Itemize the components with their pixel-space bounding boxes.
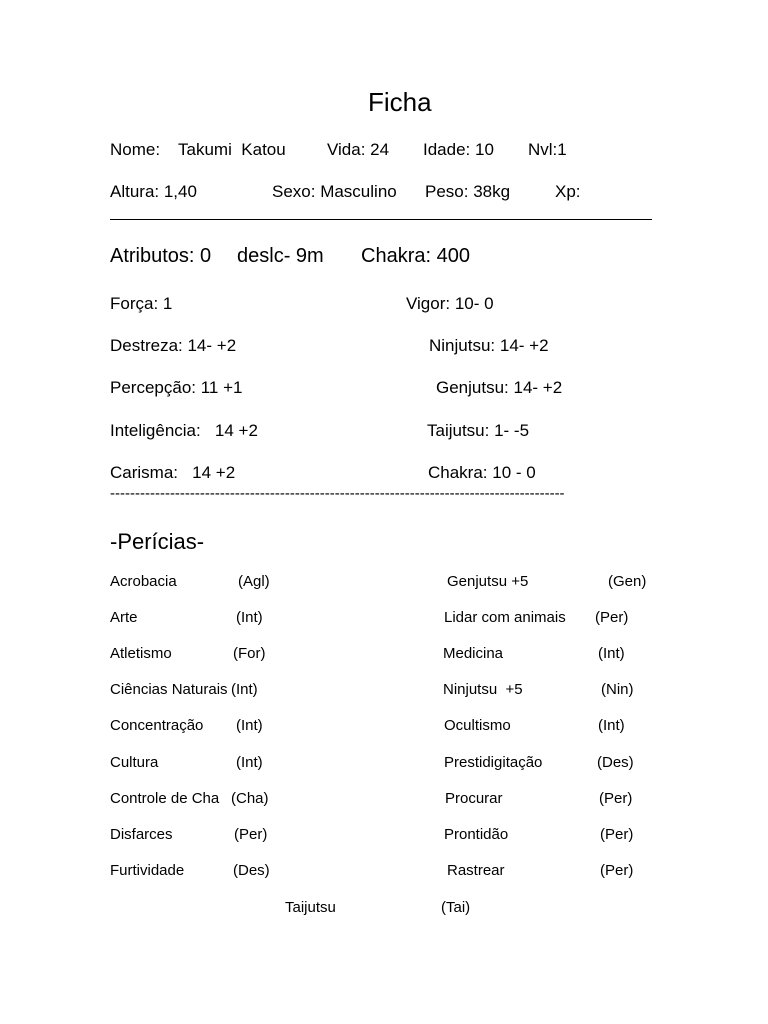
skill-attr: (Per) [600,862,634,879]
skill-attr: (Des) [597,754,634,771]
skill-attr: (Per) [599,790,633,807]
skill-name: Controle de Cha [110,790,220,807]
skill-name: Ocultismo [444,717,511,734]
xp-field: Xp: [555,182,581,201]
attr-vigor: Vigor: 10- 0 [406,294,494,313]
nome-value: Takumi Katou [178,140,286,159]
skill-name: Procurar [445,790,503,807]
skill-name: Taijutsu [285,899,336,916]
altura-field: Altura: 1,40 [110,182,197,201]
skill-name: Disfarces [110,826,173,843]
skill-name: Atletismo [110,645,172,662]
deslocamento-summary: deslc- 9m [237,245,324,267]
attr-percepcao: Percepção: 11 +1 [110,378,243,397]
skill-name: Cultura [110,754,159,771]
skill-name: Concentração [110,717,204,734]
skill-attr: (Int) [598,645,625,662]
skill-name: Medicina [443,645,504,662]
skill-name: Prontidão [444,826,509,843]
peso-field: Peso: 38kg [425,182,511,201]
skill-attr: (Per) [595,609,629,626]
skill-attr: (Int) [236,717,263,734]
skill-attr: (Agl) [238,573,270,590]
nome-label: Nome: [110,140,161,159]
skill-attr: (Int) [236,609,263,626]
skill-attr: (Nin) [601,681,634,698]
attr-genjutsu: Genjutsu: 14- +2 [436,378,563,397]
skill-name: Rastrear [447,862,505,879]
skill-attr: (Tai) [441,899,471,916]
skill-attr: (For) [233,645,266,662]
skill-attr: (Per) [600,826,634,843]
skill-name: Ciências Naturais [110,681,228,698]
skill-name: Acrobacia [110,573,177,590]
sexo-field: Sexo: Masculino [272,182,397,201]
attr-carisma: Carisma: 14 +2 [110,463,236,482]
attr-destreza: Destreza: 14- +2 [110,336,237,355]
skill-attr: (Int) [231,681,258,698]
divider-solid [110,219,652,220]
page-title: Ficha [368,87,432,117]
nvl-field: Nvl:1 [528,140,567,159]
skill-name: Genjutsu +5 [447,573,529,590]
skill-name: Arte [110,609,138,626]
attr-forca: Força: 1 [110,294,173,313]
attr-chakra: Chakra: 10 - 0 [428,463,536,482]
skill-name: Prestidigitação [444,754,543,771]
skill-name: Furtividade [110,862,185,879]
skill-attr: (Cha) [231,790,269,807]
skill-name: Ninjutsu +5 [443,681,523,698]
skill-attr: (Int) [236,754,263,771]
attr-taijutsu: Taijutsu: 1- -5 [427,421,530,440]
skill-attr: (Per) [234,826,268,843]
attr-inteligencia: Inteligência: 14 +2 [110,421,258,440]
skill-attr: (Gen) [608,573,647,590]
vida-field: Vida: 24 [327,140,390,159]
divider-dashed: ------------------------------------------------------------------------------------------- [110,485,565,502]
skill-attr: (Int) [598,717,625,734]
atributos-summary: Atributos: 0 [110,245,212,267]
chakra-summary: Chakra: 400 [361,245,470,267]
skill-attr: (Des) [233,862,270,879]
idade-field: Idade: 10 [423,140,494,159]
skill-name: Lidar com animais [444,609,566,626]
skills-heading: -Perícias- [110,529,205,554]
attr-ninjutsu: Ninjutsu: 14- +2 [429,336,549,355]
